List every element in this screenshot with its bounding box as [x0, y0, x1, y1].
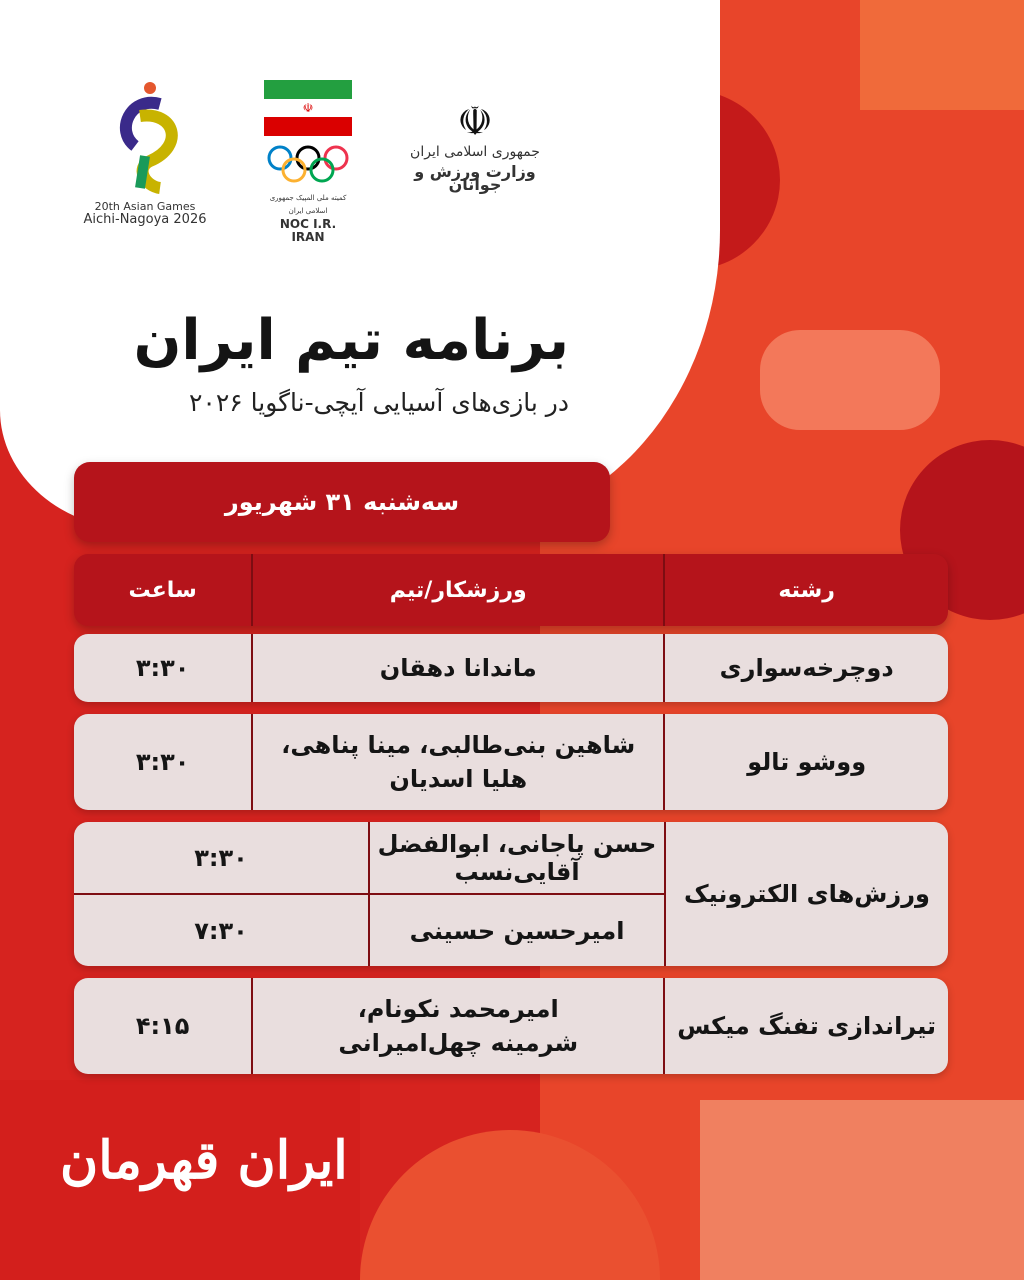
ministry-logo — [400, 98, 550, 194]
header-athlete: ورزشکار/تیم — [251, 554, 663, 626]
brand-logo: ایران قهرمان — [60, 1130, 348, 1191]
time-cell: ۷:۳۰ — [194, 916, 248, 945]
asian-games-emblem-icon — [100, 76, 190, 196]
iran-emblem-icon: ☫ — [457, 99, 493, 145]
table-row — [74, 978, 948, 1074]
asian-games-caption-1: 20th Asian Games — [94, 200, 196, 213]
sport-cell: ووشو تالو — [663, 714, 948, 810]
table-header — [74, 554, 948, 626]
time-cell: ۴:۱۵ — [135, 1012, 190, 1040]
ministry-caption-1: جمهوری اسلامی ایران — [410, 144, 540, 160]
table-row — [74, 822, 948, 966]
noc-caption: NOC I.R. IRAN — [279, 217, 337, 244]
iran-flag-icon: ☫ — [264, 80, 352, 136]
noc-logo — [262, 80, 354, 244]
ministry-caption-2: وزارت ورزش و جوانان — [414, 162, 536, 194]
asian-games-logo — [80, 76, 210, 226]
athlete-cell: حسن پاجانی، ابوالفضل آقایی‌نسب — [368, 822, 664, 893]
sport-cell: تیراندازی تفنگ میکس — [663, 978, 948, 1074]
time-cell: ۳:۳۰ — [135, 748, 190, 776]
date-label: سه‌شنبه ۳۱ شهریور — [224, 488, 460, 516]
athlete-cell: امیرمحمد نکونام، شرمینه چهل‌امیرانی — [251, 978, 663, 1074]
time-cell: ۳:۳۰ — [135, 654, 190, 682]
time-cell: ۳:۳۰ — [194, 843, 248, 872]
table-row — [74, 714, 948, 810]
athlete-cell: امیرحسین حسینی — [368, 895, 664, 966]
athlete-cell: شاهین بنی‌طالبی، مینا پناهی، هلیا اسدیان — [251, 714, 663, 810]
table-row — [74, 634, 948, 702]
page-subtitle: در بازی‌های آسیایی آیچی-ناگویا ۲۰۲۶ — [188, 388, 569, 417]
header-time: ساعت — [128, 577, 197, 603]
olympic-rings-icon — [264, 144, 352, 188]
sport-cell: ورزش‌های الکترونیک — [664, 822, 948, 966]
noc-small-text: کمیته ملی المپیک جمهوری اسلامی ایران — [269, 194, 347, 215]
header-sport: رشته — [663, 554, 948, 626]
page-title: برنامه تیم ایران — [133, 308, 569, 373]
asian-games-caption-2: Aichi-Nagoya 2026 — [83, 212, 207, 227]
sport-cell: دوچرخه‌سواری — [663, 634, 948, 702]
athlete-cell: ماندانا دهقان — [251, 634, 663, 702]
date-banner — [74, 462, 610, 542]
